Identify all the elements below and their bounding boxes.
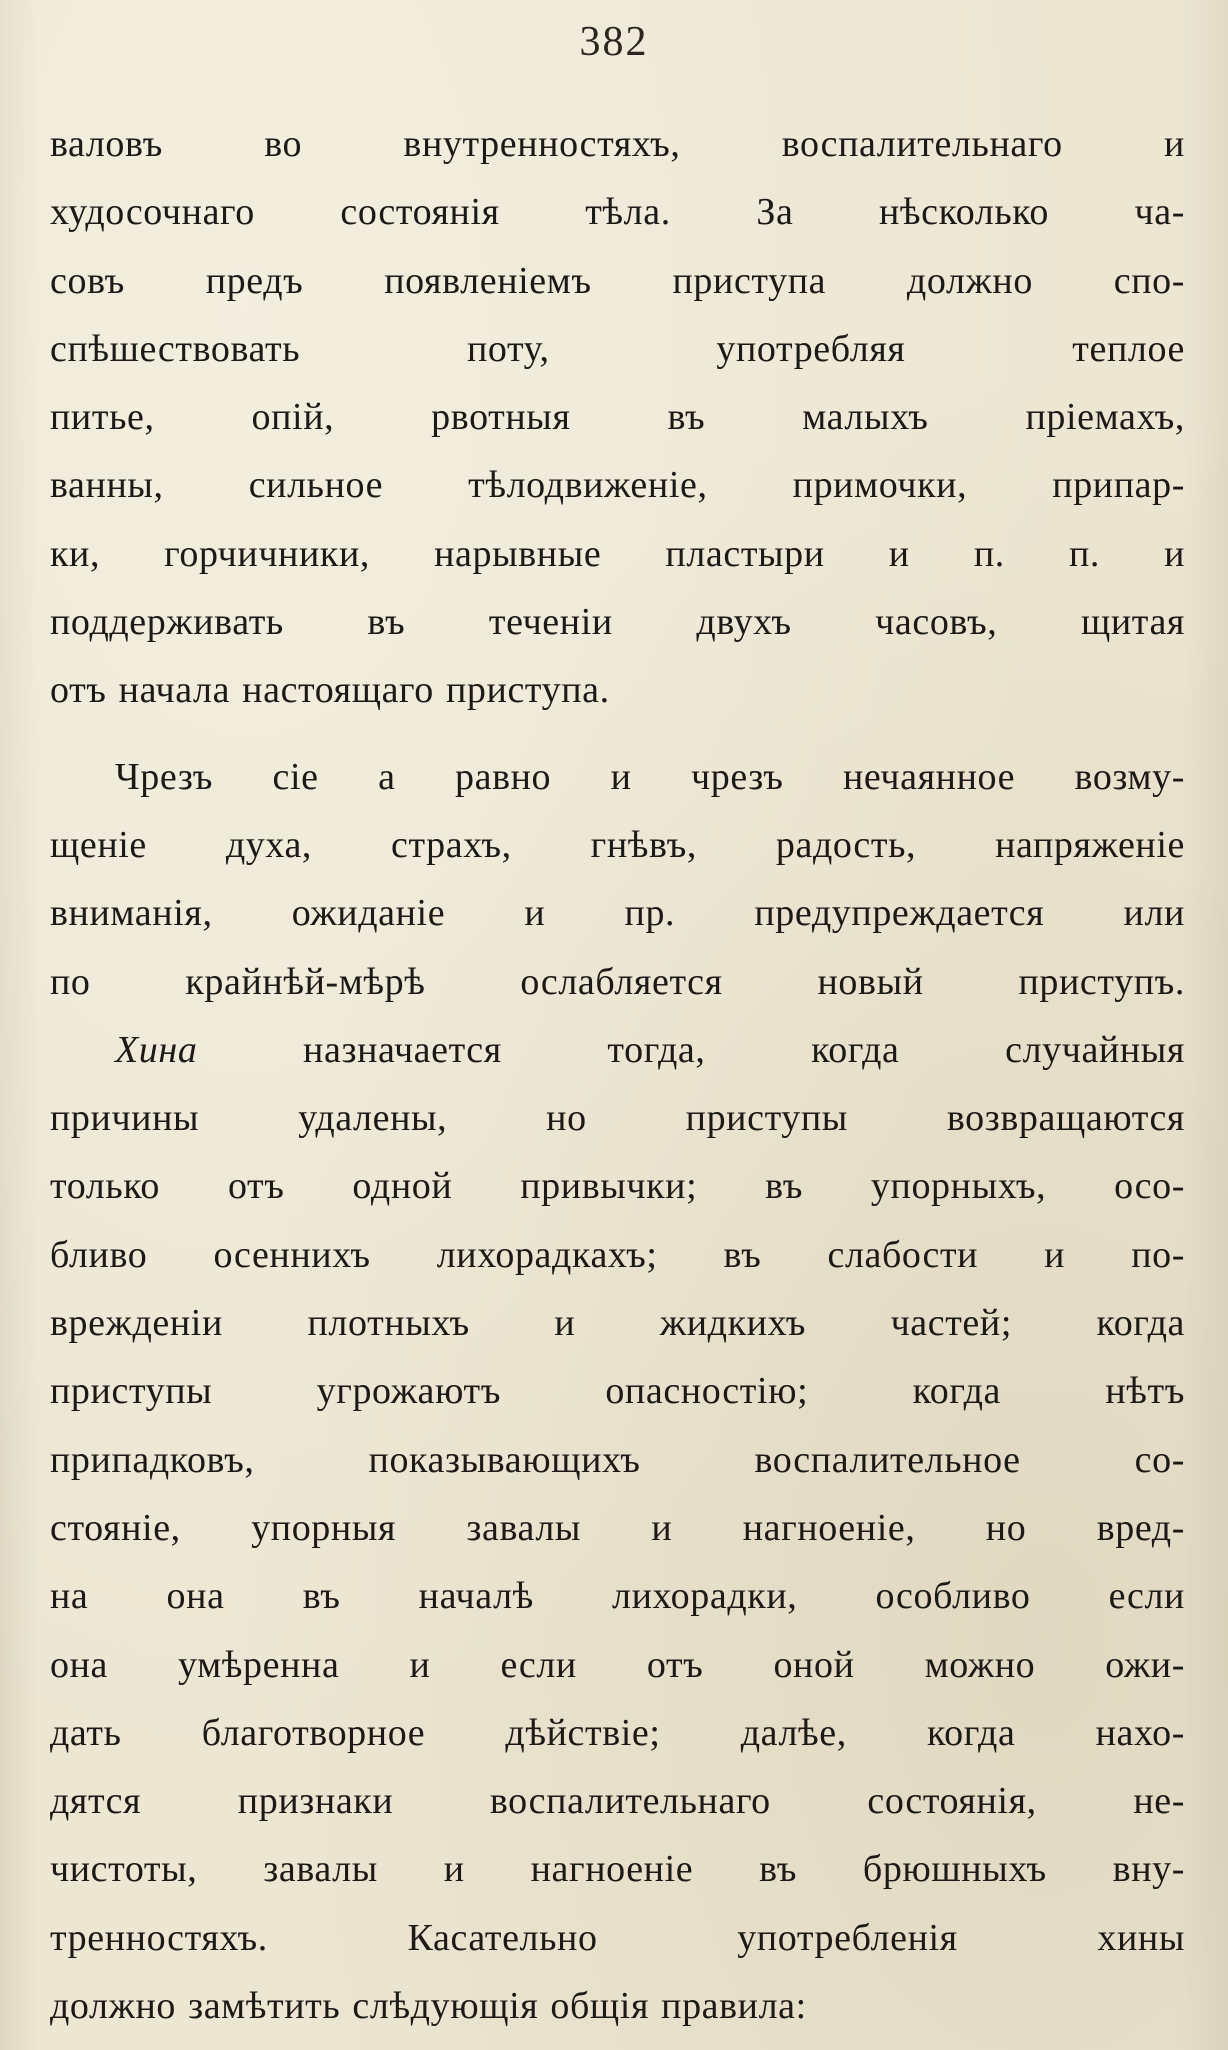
text-line: припадковъ, показывающихъ воспалительное со-: [50, 1438, 1185, 1481]
text-line: чистоты, завалы и нагноеніе въ брюшныхъ вну-: [50, 1848, 1185, 1891]
text-line: питье, опій, рвотныя въ малыхъ пріемахъ,: [50, 396, 1185, 439]
text-line: тренностяхъ. Касательно употребленія хины: [50, 1916, 1185, 1959]
paragraph-1: [50, 110, 1185, 725]
text-line: только отъ одной привычки; въ упорныхъ, осо-: [50, 1165, 1185, 1208]
text-line: отъ начала настоящаго приступа.: [50, 669, 610, 712]
body-text: [50, 110, 1185, 2040]
text-line: спѣшествовать поту, употребляя теплое: [50, 327, 1185, 370]
text-line: дятся признаки воспалительнаго состоянія, не-: [50, 1780, 1185, 1823]
text-line: дать благотворное дѣйствіе; далѣе, когда нахо-: [50, 1711, 1185, 1754]
text-line: ки, горчичники, нарывные пластыри и п. п. и: [50, 532, 1185, 575]
text-line: щеніе духа, страхъ, гнѣвъ, радость, напряженіе: [50, 823, 1185, 866]
text-line: причины удалены, но приступы возвращаются: [50, 1097, 1185, 1140]
text-line: вниманія, ожиданіе и пр. предупреждается или: [50, 892, 1185, 935]
text-line: врежденіи плотныхъ и жидкихъ частей; когда: [50, 1302, 1185, 1345]
text-line: на она въ началѣ лихорадки, особливо если: [50, 1575, 1185, 1618]
text-line: должно замѣтить слѣдующія общія правила:: [50, 1985, 807, 2028]
text-line-with-lead: [50, 1016, 1185, 1084]
text-line: стояніе, упорныя завалы и нагноеніе, но вред-: [50, 1506, 1185, 1549]
page-number: 382: [579, 19, 649, 65]
paragraph-3: [50, 1016, 1185, 2040]
text-line: приступы угрожаютъ опасностію; когда нѣтъ: [50, 1370, 1185, 1413]
text-line: Чрезъ сіе а равно и чрезъ нечаянное возму-: [115, 755, 1185, 798]
text-line: по крайнѣй-мѣрѣ ослабляется новый приступъ.: [50, 960, 1185, 1003]
text-line: бливо осеннихъ лихорадкахъ; въ слабости и по-: [50, 1233, 1185, 1276]
text-line: совъ предъ появленіемъ приступа должно спо-: [50, 259, 1185, 302]
text-line: поддерживать въ теченіи двухъ часовъ, щитая: [50, 601, 1185, 644]
text-line-rest: назначается тогда, когда случайныя: [197, 1028, 1185, 1071]
text-line: она умѣренна и если отъ оной можно ожи-: [50, 1643, 1185, 1686]
paragraph-gap: [50, 725, 1185, 743]
text-line: худосочнаго состоянія тѣла. За нѣсколько ча-: [50, 191, 1185, 234]
paragraph-2: [50, 743, 1185, 1016]
text-line: ванны, сильное тѣлодвиженіе, примочки, припар-: [50, 464, 1185, 507]
text-line: валовъ во внутренностяхъ, воспалительнаго и: [50, 123, 1185, 165]
lead-word: Хина: [115, 1028, 198, 1071]
